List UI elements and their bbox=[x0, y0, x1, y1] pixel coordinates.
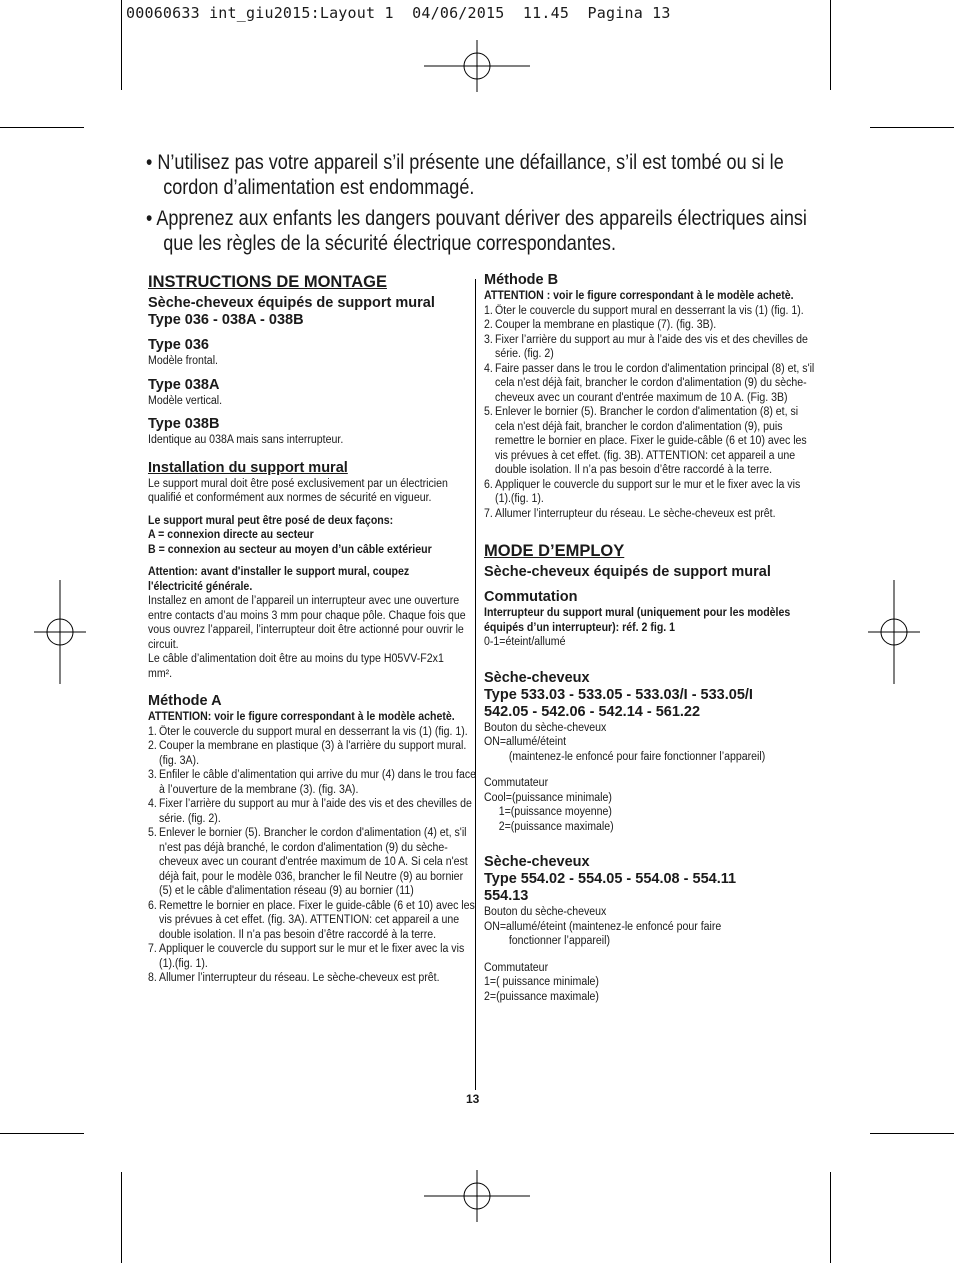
page-number: 13 bbox=[466, 1092, 480, 1106]
paragraph: Bouton du sèche-cheveux bbox=[484, 721, 607, 734]
intro-bullet: • N’utilisez pas votre appareil s’il présente une défaillance, s’il est tombé ou si le cordon d’alimentation est endommagé. bbox=[146, 151, 784, 199]
paragraph: Le support mural doit être posé exclusivement par un électricien qualifié et conformément aux normes de sécurité en vigueur. bbox=[148, 477, 448, 504]
subheading: Sèche-cheveux bbox=[484, 854, 590, 870]
step-item: 2. Couper la membrane en plastique (7). (fig. 3B). bbox=[484, 319, 717, 331]
right-column bbox=[484, 272, 815, 1004]
registration-mark-icon bbox=[424, 40, 530, 92]
crop-mark bbox=[870, 127, 954, 128]
paragraph: 1=(puissance moyenne) bbox=[498, 806, 612, 818]
paragraph: ON=allumé/éteint bbox=[484, 736, 567, 748]
type-heading: Type 038A bbox=[148, 376, 220, 393]
subheading: Commutation bbox=[484, 589, 578, 605]
crop-mark bbox=[121, 1172, 122, 1263]
step-item: 2. Couper la membrane en plastique (3) à l'arrière du support mural. (fig. 3A). bbox=[148, 740, 467, 767]
subsection-title: Installation du support mural bbox=[148, 459, 348, 476]
registration-mark-icon bbox=[34, 580, 86, 684]
paragraph-bold: A = connexion directe au secteur bbox=[148, 529, 314, 541]
step-item: 4. Fixer l’arrière du support au mur à l’aide des vis et des chevilles de série. (fig. 2). bbox=[148, 798, 472, 825]
step-item: 8. Allumer l’interrupteur du réseau. Le sèche-cheveux est prêt. bbox=[148, 972, 440, 984]
section-title: INSTRUCTIONS DE MONTAGE bbox=[148, 273, 387, 291]
paragraph: (maintenez-le enfoncé pour faire fonctionner l’appareil) bbox=[508, 750, 766, 763]
intro-bullet: • Apprenez aux enfants les dangers pouvant dériver des appareils électriques ainsi que les règles de la sécurité électrique correspondantes. bbox=[146, 207, 807, 255]
section-title: MODE D’EMPLOY bbox=[484, 542, 625, 560]
crop-mark bbox=[0, 1133, 84, 1134]
paragraph-bold: Le support mural peut être posé de deux façons: bbox=[148, 514, 394, 527]
paragraph: 0-1=éteint/allumé bbox=[484, 636, 566, 648]
attention-note: ATTENTION : voir le figure correspondant à le modèle achetè. bbox=[484, 290, 794, 302]
paragraph: ON=allumé/éteint (maintenez-le enfoncé pour faire bbox=[484, 920, 722, 933]
paragraph: fonctionner l’appareil) bbox=[508, 935, 610, 947]
subheading: Sèche-cheveux équipés de support mural bbox=[484, 564, 771, 580]
paragraph: Le câble d’alimentation doit être au moins du type H05VV-F2x1 mm². bbox=[148, 653, 444, 680]
paragraph: Commutateur bbox=[484, 777, 549, 789]
paragraph: Commutateur bbox=[484, 961, 549, 974]
subheading: Sèche-cheveux bbox=[484, 669, 590, 686]
type-heading: Type 036 bbox=[148, 337, 209, 353]
type-description: Modèle frontal. bbox=[148, 355, 218, 367]
step-item: 7. Allumer l’interrupteur du réseau. Le sèche-cheveux est prêt. bbox=[484, 507, 776, 520]
step-item: 6. Remettre le bornier en place. Fixer le guide-câble (6 et 10) avec les vis prévues à cet effet. (fig. 3A). ATTENTION: cet appareil a une double isolation. Il n’a pas besoin d’être raccordé à la terre. bbox=[148, 899, 475, 941]
paragraph-bold: Interrupteur du support mural (uniquement pour les modèles équipés d’un interrupteur): réf. 2 fig. 1 bbox=[484, 607, 791, 634]
crop-mark bbox=[830, 1172, 831, 1263]
step-item: 3. Enfiler le câble d’alimentation qui arrive du mur (4) dans le trou face à l’ouverture de la membrane (3). (fig. 3A). bbox=[148, 769, 477, 796]
step-item: 7. Appliquer le couvercle du support sur le mur et le fixer avec la vis (1).(fig. 1). bbox=[148, 943, 465, 970]
registration-mark-icon bbox=[424, 1170, 530, 1222]
method-a-steps bbox=[148, 725, 477, 986]
print-slug: 00060633 int_giu2015:Layout 1 04/06/2015 11.45 Pagina 13 bbox=[126, 4, 671, 22]
step-item: 5. Enlever le bornier (5). Brancher le cordon d'alimentation (8) et, si cela n'est déjà fait, brancher le cordon d'alimentation (9), puis remettre le bornier en place. Fixer le guide-câble (6 et 10) avec les vis prévues à cet effet. (fig. 3B). ATTENTION: cet appareil a une double isolation. Il n’a pas besoin d’être raccordé à la terre. bbox=[484, 406, 807, 476]
type-list: Type 554.02 - 554.05 - 554.08 - 554.11 bbox=[484, 871, 737, 887]
registration-mark-icon bbox=[868, 580, 920, 684]
paragraph: Installez en amont de l’appareil un interrupteur avec une ouverture entre contacts d’au moins 3 mm pour chaque pôle. Chaque fois que vous ouvrez l’appareil, l’interrupteur doit être actionné pour ouvrir le circuit. bbox=[148, 595, 466, 651]
paragraph: 1=( puissance minimale) bbox=[484, 976, 599, 988]
type-heading: Type 038B bbox=[148, 416, 220, 432]
method-b-steps bbox=[484, 304, 815, 522]
paragraph: 2=(puissance maximale) bbox=[498, 820, 614, 833]
type-list: 554.13 bbox=[484, 888, 529, 904]
type-description: Identique au 038A mais sans interrupteur. bbox=[148, 434, 344, 446]
subheading: Type 036 - 038A - 038B bbox=[148, 312, 304, 328]
step-item: 1. Ôter le couvercle du support mural en desserrant la vis (1) (fig. 1). bbox=[484, 304, 804, 317]
crop-mark bbox=[870, 1133, 954, 1134]
attention-note: ATTENTION: voir le figure correspondant à le modèle achetè. bbox=[148, 711, 455, 723]
type-description: Modèle vertical. bbox=[148, 394, 223, 407]
paragraph: 2=(puissance maximale) bbox=[484, 990, 599, 1003]
subheading: Sèche-cheveux équipés de support mural bbox=[148, 295, 435, 311]
paragraph-bold: B = connexion au secteur au moyen d’un câble extérieur bbox=[148, 543, 432, 556]
step-item: 5. Enlever le bornier (5). Brancher le cordon d'alimentation (4) et, s'il n'est pas déjà branché, le cordon d'alimentation (9) du sèche-cheveux avec un courant d'entrée maximum de 10 A. Si cela n'est déjà fait, pour le modèle 036, brancher le fil Neutre (9) au bornier (5) et le câble d'alimentation réseau (9) au bornier (11) bbox=[148, 827, 468, 897]
step-item: 1. Ôter le couvercle du support mural en desserrant la vis (1) (fig. 1). bbox=[148, 725, 468, 738]
step-item: 4. Faire passer dans le trou le cordon d'alimentation principal (8) et, s'il cela n'est déjà fait, brancher le cordon d'alimentation (9) du sèche-cheveux avec un courant d'entrée maximum de 10 A. (Fig. 3B) bbox=[484, 362, 815, 404]
paragraph: Cool=(puissance minimale) bbox=[484, 791, 612, 804]
subsection-title: Méthode A bbox=[148, 693, 222, 709]
subsection-title: Méthode B bbox=[484, 272, 559, 288]
left-column bbox=[148, 272, 477, 986]
paragraph: Bouton du sèche-cheveux bbox=[484, 906, 607, 918]
step-item: 6. Appliquer le couvercle du support sur le mur et le fixer avec la vis (1).(fig. 1). bbox=[484, 478, 801, 505]
crop-mark bbox=[830, 0, 831, 90]
crop-mark bbox=[121, 0, 122, 90]
crop-mark bbox=[0, 127, 84, 128]
intro-warnings bbox=[146, 150, 806, 262]
step-item: 3. Fixer l’arrière du support au mur à l’aide des vis et des chevilles de série. (fig. 2) bbox=[484, 333, 808, 360]
attention-note: Attention: avant d'installer le support mural, coupez l'électricité générale. bbox=[148, 566, 410, 593]
type-list: 542.05 - 542.06 - 542.14 - 561.22 bbox=[484, 703, 701, 720]
type-list: Type 533.03 - 533.05 - 533.03/I - 533.05/I bbox=[484, 686, 753, 703]
